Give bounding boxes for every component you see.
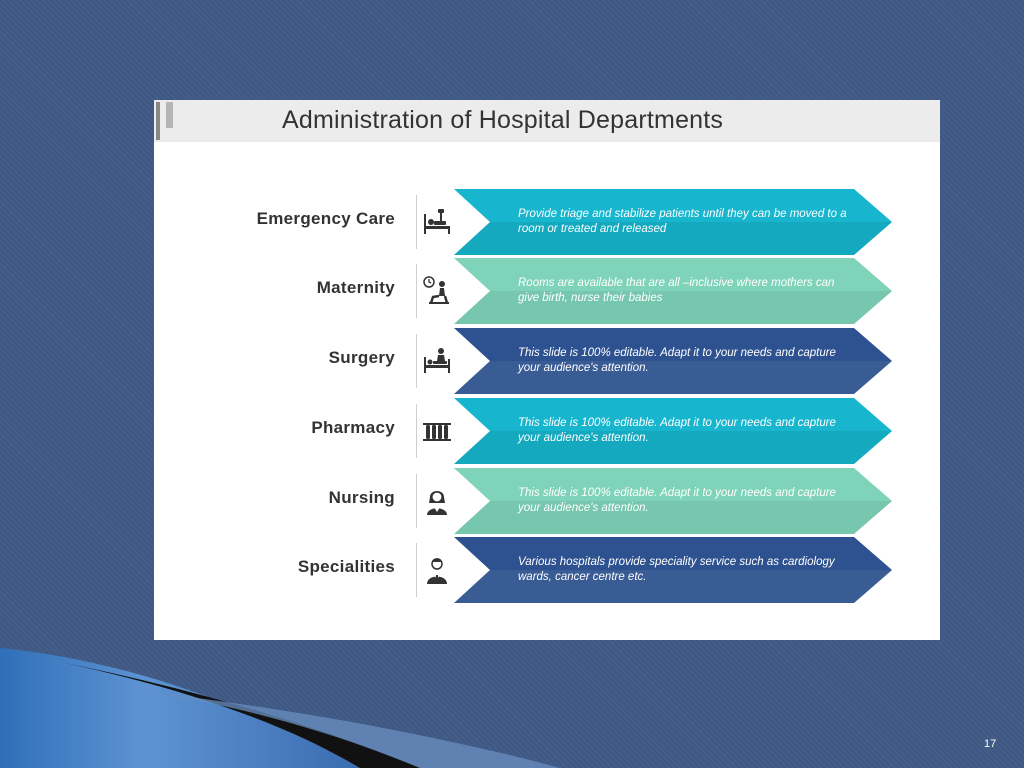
title-accent: [156, 102, 160, 140]
department-label: Surgery: [328, 348, 395, 367]
slide-title: Administration of Hospital Departments: [282, 106, 724, 134]
department-label: Pharmacy: [311, 418, 395, 437]
department-description: Rooms are available that are all –inclusive where mothers can give birth, nurse their babies: [518, 277, 835, 304]
title-accent: [166, 102, 173, 128]
medicine-vials-icon: [416, 404, 457, 458]
department-label: Nursing: [328, 488, 395, 507]
slide: [154, 100, 940, 640]
department-description: This slide is 100% editable. Adapt it to your needs and capture your audience's attention.: [518, 417, 836, 444]
hospital-bed-patient-icon: [416, 195, 457, 249]
department-row-maternity: [154, 258, 940, 324]
department-label: Specialities: [297, 557, 395, 576]
department-row-specialities: [154, 537, 940, 603]
clock-seated-person-icon: [416, 264, 457, 318]
department-description: This slide is 100% editable. Adapt it to your needs and capture your audience's attention.: [518, 347, 836, 374]
department-label: Emergency Care: [256, 209, 395, 228]
doctor-icon: [416, 543, 457, 597]
nurse-icon: [416, 474, 457, 528]
department-description: Various hospitals provide speciality service such as cardiology wards, cancer centre etc.: [518, 556, 835, 583]
department-row-nursing: [154, 468, 940, 534]
surgery-bed-icon: [416, 334, 457, 388]
title-bar: [154, 100, 940, 142]
department-description: Provide triage and stabilize patients until they can be moved to a room or treated and released: [518, 208, 847, 235]
department-label: Maternity: [316, 278, 395, 297]
department-description: This slide is 100% editable. Adapt it to your needs and capture your audience's attention.: [518, 487, 836, 514]
page-number: 17: [984, 738, 997, 750]
department-row-pharmacy: [154, 398, 940, 464]
department-row-surgery: [154, 328, 940, 394]
department-row-emergency-care: [154, 189, 940, 255]
